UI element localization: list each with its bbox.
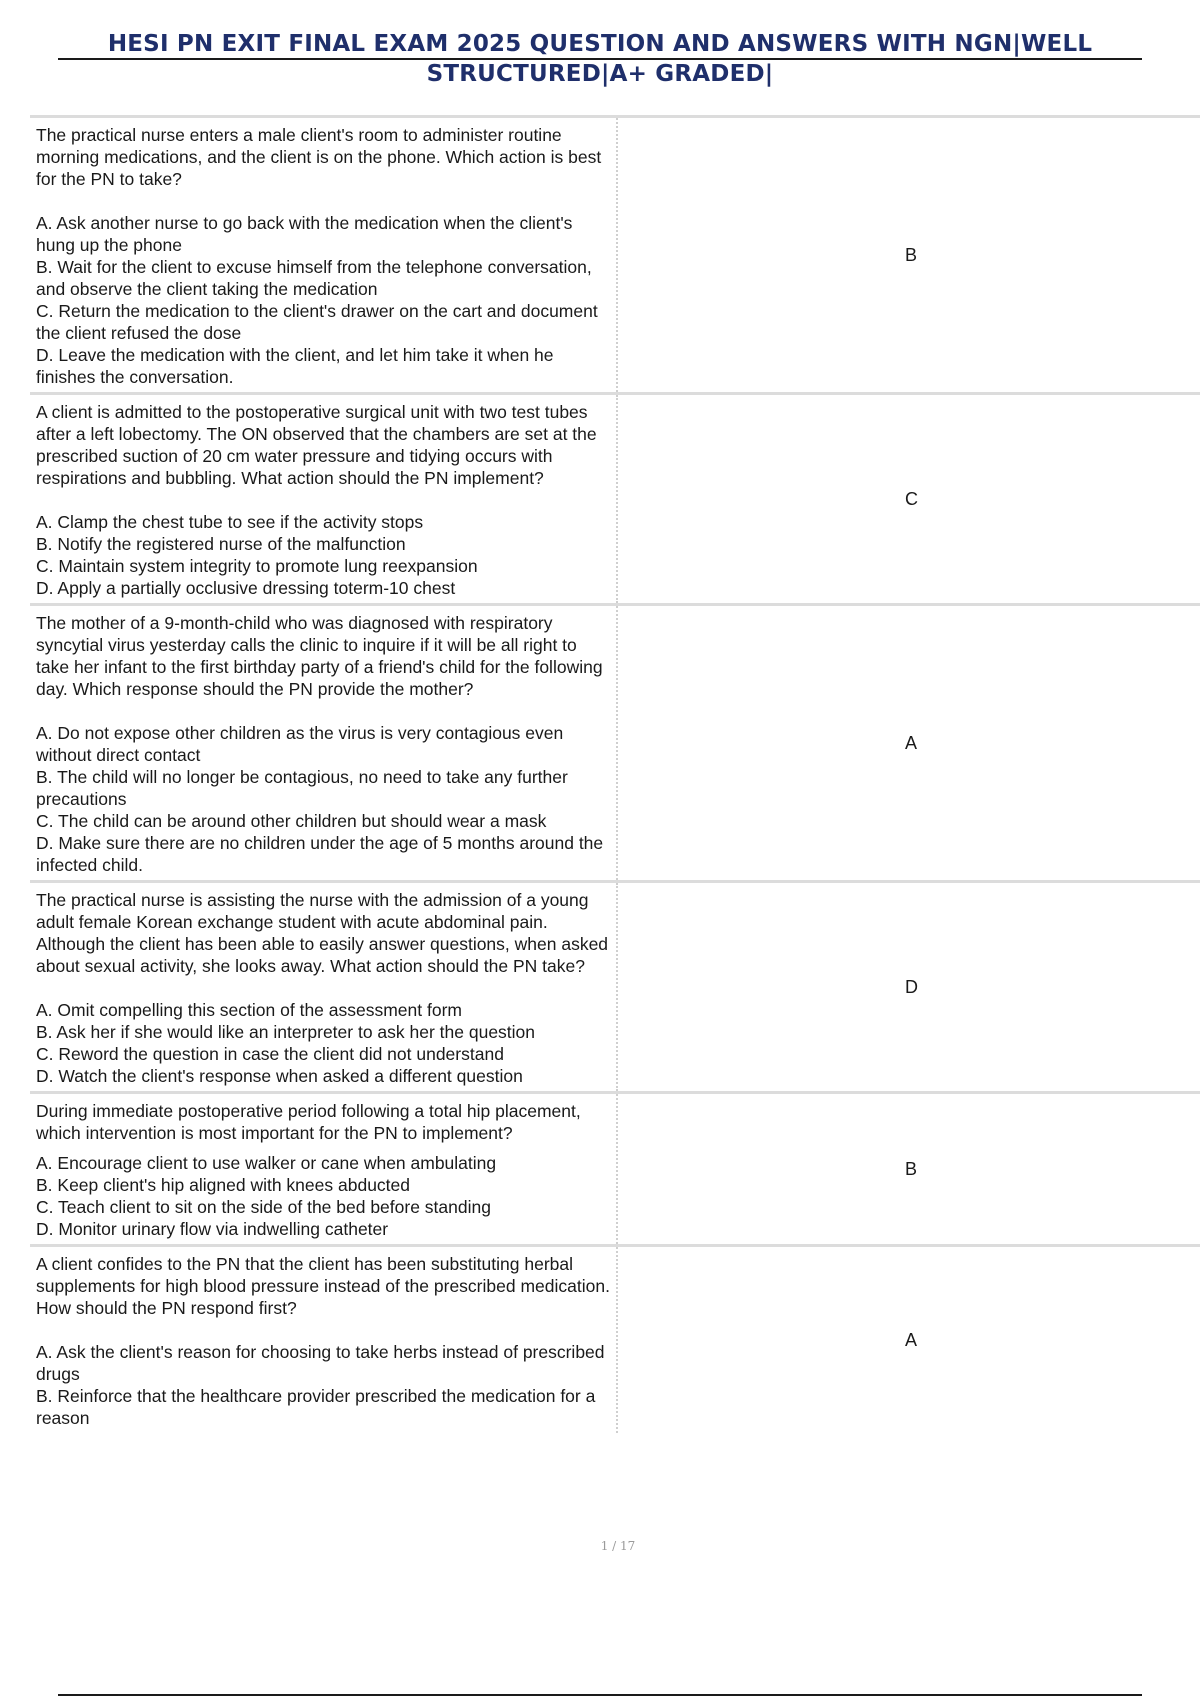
question-cell xyxy=(30,1094,618,1244)
question-text: The practical nurse enters a male client's room to administer routine morning medications, and the client is on the phone. Which action is best for the PN to take? xyxy=(36,125,602,189)
question-text: A client confides to the PN that the client has been substituting herbal supplements for high blood pressure instead of the prescribed medication. How should the PN respond first? xyxy=(36,1254,610,1318)
footer-divider xyxy=(58,1694,1142,1696)
question-cell xyxy=(30,883,618,1091)
answer-option: D. Monitor urinary flow via indwelling catheter xyxy=(36,1219,389,1239)
correct-answer: B xyxy=(905,1158,918,1179)
table-row xyxy=(30,115,1200,392)
page-number: 1 / 17 xyxy=(600,1539,636,1553)
answer-option: B. The child will no longer be contagious, no need to take any further precautions xyxy=(36,767,568,809)
answer-option: C. Teach client to sit on the side of the bed before standing xyxy=(36,1197,491,1217)
answer-option: A. Do not expose other children as the virus is very contagious even without direct contact xyxy=(36,723,564,765)
answer-option: A. Encourage client to use walker or cane when ambulating xyxy=(36,1153,497,1173)
question-cell xyxy=(30,606,618,880)
answer-option: A. Clamp the chest tube to see if the activity stops xyxy=(36,512,424,532)
correct-answer: A xyxy=(905,1329,918,1350)
correct-answer: A xyxy=(905,732,918,753)
table-row xyxy=(30,1091,1200,1244)
answer-option: B. Wait for the client to excuse himself from the telephone conversation, and observe the client taking the medication xyxy=(36,257,592,299)
answer-option: A. Omit compelling this section of the assessment form xyxy=(36,1000,462,1020)
answer-option: C. Reword the question in case the client did not understand xyxy=(36,1044,504,1064)
answer-cell xyxy=(618,118,1200,392)
answer-option: C. Return the medication to the client's drawer on the cart and document the client refused the dose xyxy=(36,301,598,343)
answer-option: B. Ask her if she would like an interpreter to ask her the question xyxy=(36,1022,536,1042)
title-line-1: HESI PN EXIT FINAL EXAM 2025 QUESTION AND ANSWERS WITH NGN|WELL xyxy=(58,30,1142,60)
title-line-2: STRUCTURED|A+ GRADED| xyxy=(426,61,774,87)
table-row xyxy=(30,392,1200,603)
question-answer-table xyxy=(30,115,1200,1433)
correct-answer: B xyxy=(905,244,918,265)
question-text: The mother of a 9-month-child who was diagnosed with respiratory syncytial virus yesterday calls the clinic to inquire if it will be all right to take her infant to the first birthday party of a friend's child for the following day. Which response should the PN provide the mother? xyxy=(36,613,603,699)
answer-cell xyxy=(618,395,1200,603)
question-text: During immediate postoperative period following a total hip placement, which intervention is most important for the PN to implement? xyxy=(36,1101,581,1143)
table-row xyxy=(30,1244,1200,1433)
answer-option: C. Maintain system integrity to promote lung reexpansion xyxy=(36,556,478,576)
answer-option: D. Apply a partially occlusive dressing toterm-10 chest xyxy=(36,578,456,598)
correct-answer: D xyxy=(905,976,918,997)
answer-option: D. Leave the medication with the client, and let him take it when he finishes the conversation. xyxy=(36,345,554,387)
answer-cell xyxy=(618,883,1200,1091)
answer-option: B. Keep client's hip aligned with knees abducted xyxy=(36,1175,411,1195)
question-text: The practical nurse is assisting the nurse with the admission of a young adult female Korean exchange student with acute abdominal pain. Although the client has been able to easily answer questions, when asked about sexual activity, she looks away. What action should the PN take? xyxy=(36,890,609,976)
question-cell xyxy=(30,1247,618,1433)
document-title xyxy=(58,30,1142,88)
question-cell xyxy=(30,118,618,392)
answer-option: D. Make sure there are no children under the age of 5 months around the infected child. xyxy=(36,833,604,875)
question-cell xyxy=(30,395,618,603)
answer-option: A. Ask another nurse to go back with the medication when the client's hung up the phone xyxy=(36,213,573,255)
table-row xyxy=(30,603,1200,880)
correct-answer: C xyxy=(905,488,918,509)
answer-cell xyxy=(618,1094,1200,1244)
table-row xyxy=(30,880,1200,1091)
question-text: A client is admitted to the postoperative surgical unit with two test tubes after a left lobectomy. The ON observed that the chambers are set at the prescribed suction of 20 cm water pressure and tidying occurs with respirations and bubbling. What action should the PN implement? xyxy=(36,402,597,488)
answer-option: A. Ask the client's reason for choosing to take herbs instead of prescribed drugs xyxy=(36,1342,605,1384)
answer-option: C. The child can be around other children but should wear a mask xyxy=(36,811,547,831)
answer-cell xyxy=(618,1247,1200,1433)
answer-option: D. Watch the client's response when asked a different question xyxy=(36,1066,523,1086)
answer-cell xyxy=(618,606,1200,880)
answer-option: B. Notify the registered nurse of the malfunction xyxy=(36,534,406,554)
answer-option: B. Reinforce that the healthcare provider prescribed the medication for a reason xyxy=(36,1386,596,1428)
